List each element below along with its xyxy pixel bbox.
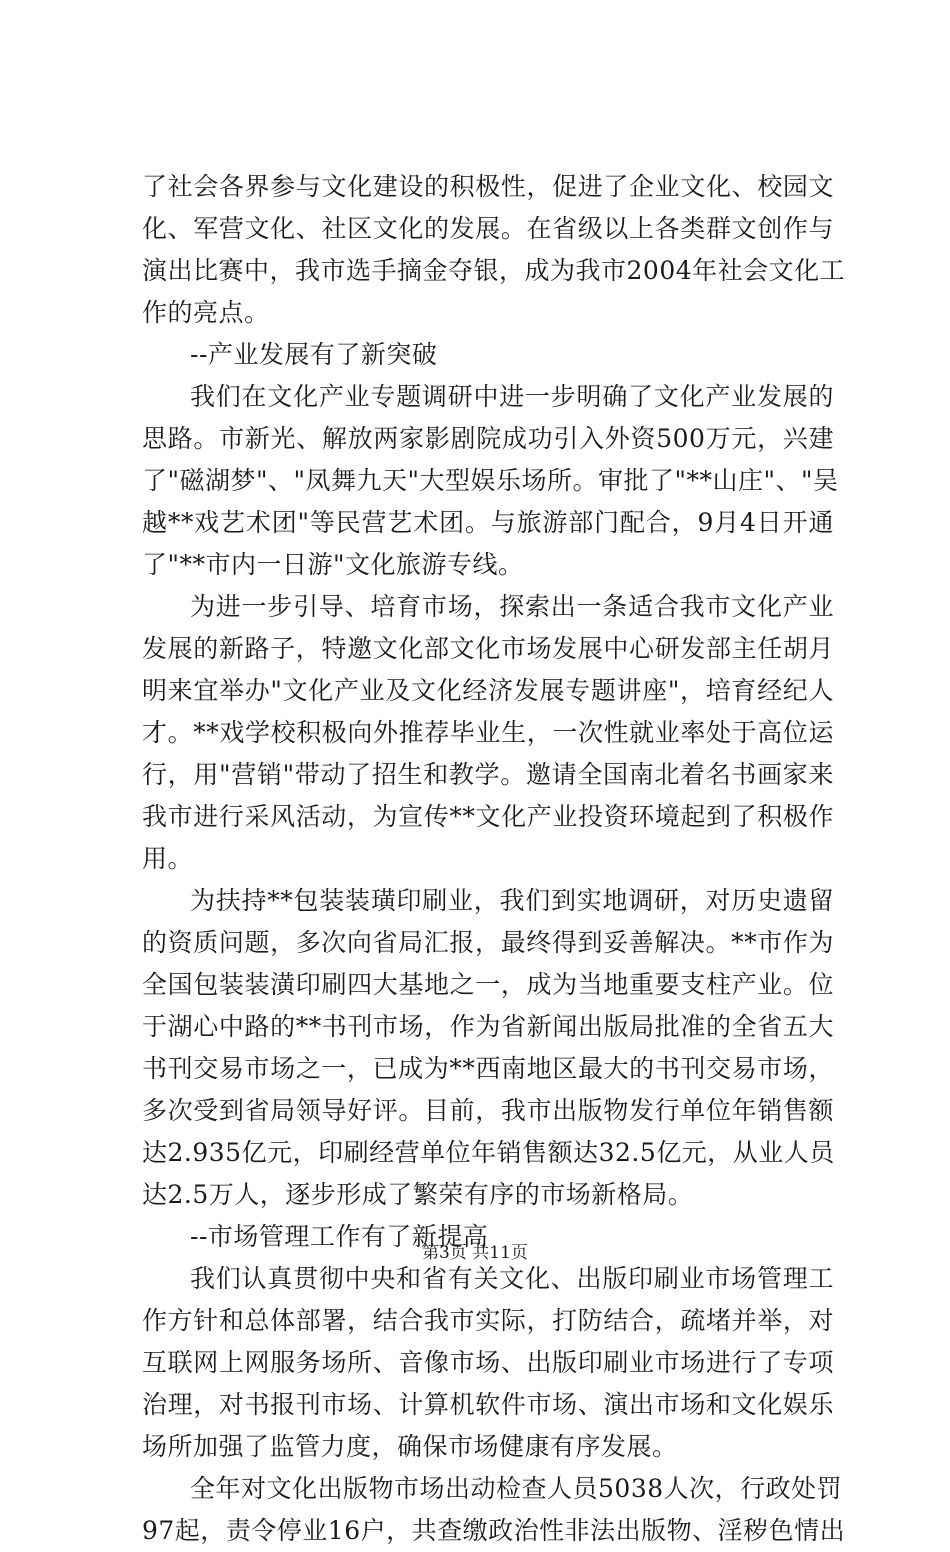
text-line: 我们认真贯彻中央和省有关文化、出版印刷业市场管理工 (190, 1264, 834, 1293)
text-line: 全国包装装潢印刷四大基地之一，成为当地重要支柱产业。位 (142, 970, 834, 999)
section-heading: --市场管理工作有了新提高 (190, 1222, 489, 1251)
text-line: 作方针和总体部署，结合我市实际，打防结合，疏堵并举，对 (142, 1306, 834, 1335)
text-line: 越**戏艺术团"等民营艺术团。与旅游部门配合，9月4日开通 (142, 508, 834, 537)
text-line: 思路。市新光、解放两家影剧院成功引入外资500万元，兴建 (142, 424, 834, 453)
text-line: 达2.5万人，逐步形成了繁荣有序的市场新格局。 (142, 1180, 694, 1209)
text-line: 达2.935亿元，印刷经营单位年销售额达32.5亿元，从业人员 (142, 1138, 835, 1167)
text-line: 书刊交易市场之一，已成为**西南地区最大的书刊交易市场， (142, 1054, 834, 1083)
text-line: 多次受到省局领导好评。目前，我市出版物发行单位年销售额 (142, 1096, 834, 1125)
text-line: 化、军营文化、社区文化的发展。在省级以上各类群文创作与 (142, 214, 834, 243)
text-line: 场所加强了监管力度，确保市场健康有序发展。 (142, 1432, 678, 1461)
text-line: 的资质问题，多次向省局汇报，最终得到妥善解决。**市作为 (142, 928, 834, 957)
text-line: 我们在文化产业专题调研中进一步明确了文化产业发展的 (190, 382, 834, 411)
page-number-footer: 第3页 共11页 (422, 1243, 528, 1263)
text-line: 互联网上网服务场所、音像市场、出版印刷业市场进行了专项 (142, 1348, 834, 1377)
text-line: 演出比赛中，我市选手摘金夺银，成为我市2004年社会文化工 (142, 256, 846, 285)
text-line: 明来宜举办"文化产业及文化经济发展专题讲座"，培育经纪人 (142, 676, 834, 705)
section-heading: --产业发展有了新突破 (190, 340, 438, 369)
text-line: 用。 (142, 844, 194, 873)
text-line: 发展的新路子，特邀文化部文化市场发展中心研发部主任胡月 (142, 634, 834, 663)
text-line: 为扶持**包装装璜印刷业，我们到实地调研，对历史遗留 (190, 886, 834, 915)
document-body (142, 166, 846, 1552)
text-line: 了"磁湖梦"、"凤舞九天"大型娱乐场所。审批了"**山庄"、"吴 (142, 466, 839, 495)
text-line: 为进一步引导、培育市场，探索出一条适合我市文化产业 (190, 592, 834, 621)
text-line: 了社会各界参与文化建设的积极性，促进了企业文化、校园文 (142, 172, 834, 201)
text-line: 治理，对书报刊市场、计算机软件市场、演出市场和文化娱乐 (142, 1390, 834, 1419)
text-line: 我市进行采风活动，为宣传**文化产业投资环境起到了积极作 (142, 802, 834, 831)
text-line: 才。**戏学校积极向外推荐毕业生，一次性就业率处于高位运 (142, 718, 834, 747)
text-line: 97起，责令停业16户，共查缴政治性非法出版物、淫秽色情出 (142, 1516, 846, 1545)
text-line: 于湖心中路的**书刊市场，作为省新闻出版局批准的全省五大 (142, 1012, 834, 1041)
text-line: 全年对文化出版物市场出动检查人员5038人次，行政处罚 (190, 1474, 843, 1503)
text-line: 了"**市内一日游"文化旅游专线。 (142, 550, 524, 579)
text-line: 行，用"营销"带动了招生和教学。邀请全国南北着名书画家来 (142, 760, 834, 789)
text-line: 作的亮点。 (142, 298, 270, 327)
